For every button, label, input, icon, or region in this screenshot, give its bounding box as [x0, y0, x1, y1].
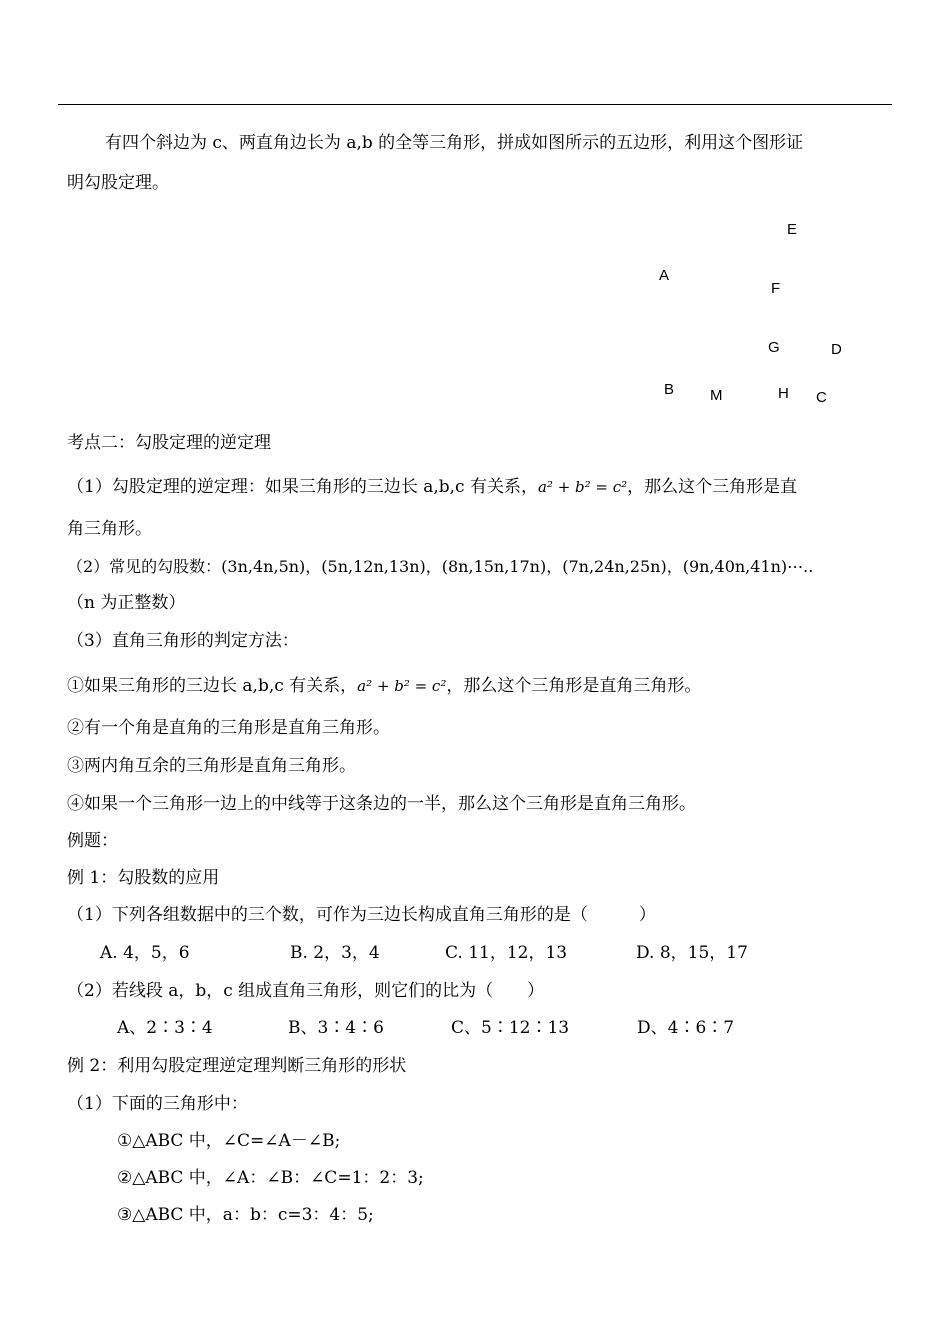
figure-label-e: E [787, 221, 798, 238]
ex1-q2-option-d: D、4∶6∶7 [637, 1018, 735, 1038]
header-rule [58, 104, 892, 105]
method-1-text-2: ，那么这个三角形是直角三角形。 [446, 676, 702, 696]
triples-note: （n 为正整数） [67, 593, 186, 613]
example-1-question-1: （1）下列各组数据中的三个数，可作为三边长构成直角三角形的是（ ） [67, 905, 656, 925]
ex1-q1-option-a: A. 4，5，6 [100, 943, 190, 963]
figure-label-h: H [778, 385, 789, 402]
example-2-question-1: （1）下面的三角形中： [67, 1094, 248, 1114]
example-2-title: 例 2：利用勾股定理逆定理判断三角形的形状 [67, 1056, 407, 1076]
method-4: ④如果一个三角形一边上的中线等于这条边的一半，那么这个三角形是直角三角形。 [67, 794, 696, 814]
pythagorean-triples: （2）常见的勾股数：(3n,4n,5n)，(5n,12n,13n)，(8n,15n,17n)，(7n,24n,25n)，(9n,40n,41n)⋯.. [67, 557, 814, 576]
figure-label-c: C [816, 389, 827, 406]
figure-label-g: G [768, 339, 780, 356]
methods-heading: （3）直角三角形的判定方法： [67, 631, 299, 651]
method-1-text: ①如果三角形的三边长 a,b,c 有关系， [67, 676, 358, 696]
method-3: ③两内角互余的三角形是直角三角形。 [67, 756, 356, 776]
ex1-q1-option-b: B. 2，3，4 [290, 943, 380, 963]
method-1-formula: a² + b² = c² [357, 677, 447, 695]
method-2: ②有一个角是直角的三角形是直角三角形。 [67, 718, 390, 738]
converse-theorem-line-2: 角三角形。 [67, 519, 152, 539]
ex1-q2-option-b: B、3∶4∶6 [288, 1018, 384, 1038]
example-1-title: 例 1：勾股数的应用 [67, 868, 220, 888]
converse-theorem-text-2: ，那么这个三角形是直 [627, 477, 798, 497]
converse-theorem-text: （1）勾股定理的逆定理：如果三角形的三边长 a,b,c 有关系， [67, 477, 538, 497]
ex2-item-1: ①△ABC 中，∠C=∠A－∠B; [117, 1131, 341, 1151]
ex2-item-3: ③△ABC 中，a：b：c=3：4：5; [117, 1205, 374, 1225]
ex1-q1-option-c: C. 11，12，13 [445, 943, 568, 963]
ex1-q2-option-a: A、2∶3∶4 [117, 1018, 213, 1038]
intro-line-2: 明勾股定理。 [67, 173, 169, 193]
ex1-q1-option-d: D. 8，15，17 [636, 943, 748, 963]
intro-line-1: 有四个斜边为 c、两直角边长为 a,b 的全等三角形，拼成如图所示的五边形，利用这个图形证 [105, 133, 804, 153]
figure-label-a: A [659, 267, 670, 284]
formula: a² + b² = c² [537, 478, 628, 496]
ex2-item-2: ②△ABC 中，∠A：∠B：∠C=1：2：3; [117, 1168, 424, 1188]
figure-label-b: B [664, 381, 675, 398]
method-1 [67, 675, 701, 697]
figure-label-m: M [710, 387, 723, 404]
section-title: 考点二：勾股定理的逆定理 [67, 433, 271, 453]
figure-label-f: F [771, 280, 781, 297]
example-1-question-2: （2）若线段 a，b，c 组成直角三角形，则它们的比为（ ） [67, 981, 545, 1001]
converse-theorem-line [67, 476, 797, 498]
figure-label-d: D [831, 341, 842, 358]
examples-heading: 例题： [67, 831, 118, 851]
ex1-q2-option-c: C、5∶12∶13 [451, 1018, 570, 1038]
